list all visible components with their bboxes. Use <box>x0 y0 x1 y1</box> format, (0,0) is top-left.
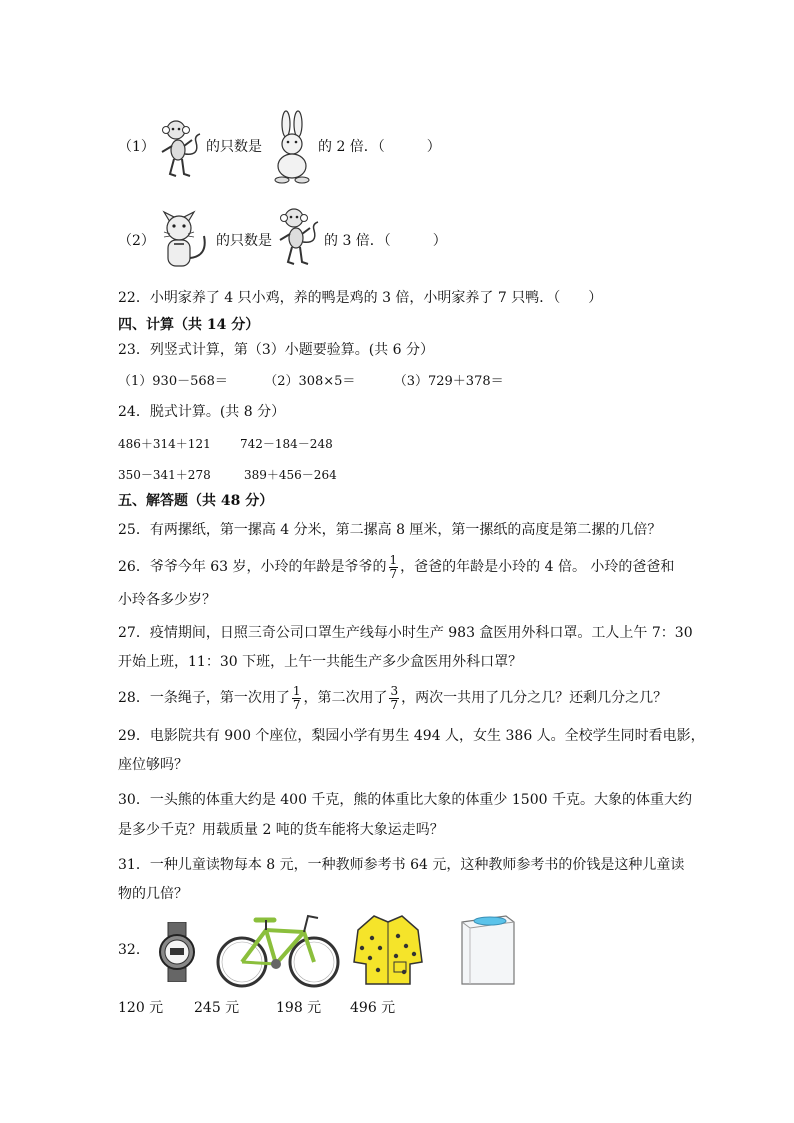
rabbit-icon <box>268 110 316 186</box>
q24-item-1: 486＋314＋121 <box>118 437 211 451</box>
question-24: 24．脱式计算。(共 8 分） <box>118 404 286 420</box>
question-28 <box>118 682 667 714</box>
question-23: 23．列竖式计算，第（3）小题要验算。(共 6 分） <box>118 342 434 358</box>
q28-fraction-2 <box>389 685 399 712</box>
monkey-icon <box>278 206 322 268</box>
washing-machine-icon <box>458 912 516 988</box>
question-27-line-1: 27．疫情期间，日照三奇公司口罩生产线每小时生产 983 盒医用外科口罩。工人上午 7：30 <box>118 625 693 641</box>
question-23-items <box>118 372 504 392</box>
q28-text-b: ，第二次用了 <box>303 690 388 706</box>
cat-icon <box>156 206 212 272</box>
question-29-line-1: 29．电影院共有 900 个座位，梨园小学有男生 494 人，女生 386 人。全校学生同时看电影， <box>118 728 705 744</box>
question-27-line-2: 开始上班，11：30 下班，上午一共能生产多少盒医用外科口罩？ <box>118 654 523 670</box>
price-bicycle: 245 元 <box>194 1000 240 1016</box>
q24-item-4: 389＋456－264 <box>244 468 337 482</box>
q28-fraction-1 <box>292 685 302 712</box>
price-washing-machine: 496 元 <box>350 1000 396 1016</box>
question-30-line-2: 是多少千克？用载质量 2 吨的货车能将大象运走吗？ <box>118 822 444 838</box>
fraction-denominator: 7 <box>389 566 398 581</box>
q21-sub1-middle: 的只数是 <box>206 139 262 155</box>
q21-sub2-tail: 的 3 倍．（ ） <box>324 233 447 249</box>
question-26-line-1 <box>118 553 674 581</box>
question-26-line-2: 小玲各多少岁？ <box>118 592 216 608</box>
q26-fraction <box>389 554 399 581</box>
bicycle-icon <box>216 910 340 990</box>
fraction-numerator: 1 <box>389 552 398 567</box>
question-31-line-1: 31．一种儿童读物每本 8 元，一种教师参考书 64 元，这种教师参考书的价钱是这种儿童读 <box>118 857 685 873</box>
question-29-line-2: 座位够吗？ <box>118 757 188 773</box>
q28-text-c: ，两次一共用了几分之几？还剩几分之几？ <box>401 690 668 706</box>
fraction-numerator: 3 <box>390 683 399 698</box>
q24-item-3: 350－341＋278 <box>118 468 211 482</box>
section-5-heading: 五、解答题（共 48 分） <box>118 493 274 509</box>
q21-sub1 <box>118 137 155 157</box>
monkey-icon <box>160 118 204 180</box>
price-watch: 120 元 <box>118 1000 164 1016</box>
question-32-label: 32． <box>118 942 150 958</box>
question-22: 22．小明家养了 4 只小鸡，养的鸭是鸡的 3 倍，小明家养了 7 只鸭．（ ） <box>118 290 603 306</box>
fraction-denominator: 7 <box>390 697 399 712</box>
fraction-numerator: 1 <box>292 683 301 698</box>
question-25: 25．有两摞纸，第一摞高 4 分米，第二摞高 8 厘米，第一摞纸的高度是第二摞的几倍？ <box>118 522 662 538</box>
q21-sub2-middle: 的只数是 <box>216 233 272 249</box>
q23-item-1: （1）930－568＝ <box>118 374 228 389</box>
question-30-line-1: 30．一头熊的体重大约是 400 千克，熊的体重比大象的体重少 1500 千克。大象的体重大约 <box>118 792 692 808</box>
question-31-line-2: 物的几倍？ <box>118 886 188 902</box>
jacket-icon <box>352 912 424 986</box>
q21-sub2-number: （2） <box>118 233 155 249</box>
q21-sub1-number: （1） <box>118 139 155 155</box>
section-4-heading: 四、计算（共 14 分） <box>118 317 260 333</box>
price-jacket: 198 元 <box>276 1000 322 1016</box>
q24-item-2: 742－184－248 <box>240 437 333 451</box>
q26-text-a: 26．爷爷今年 63 岁，小玲的年龄是爷爷的 <box>118 559 387 575</box>
fraction-denominator: 7 <box>292 697 301 712</box>
q26-text-b: ，爸爸的年龄是小玲的 4 倍。 小玲的爸爸和 <box>400 559 675 575</box>
watch-icon <box>156 922 198 982</box>
q23-item-3: （3）729＋378＝ <box>393 374 504 389</box>
q28-text-a: 28．一条绳子，第一次用了 <box>118 690 290 706</box>
q21-sub1-tail: 的 2 倍．（ ） <box>318 139 441 155</box>
q23-item-2: （2）308×5＝ <box>264 374 356 389</box>
